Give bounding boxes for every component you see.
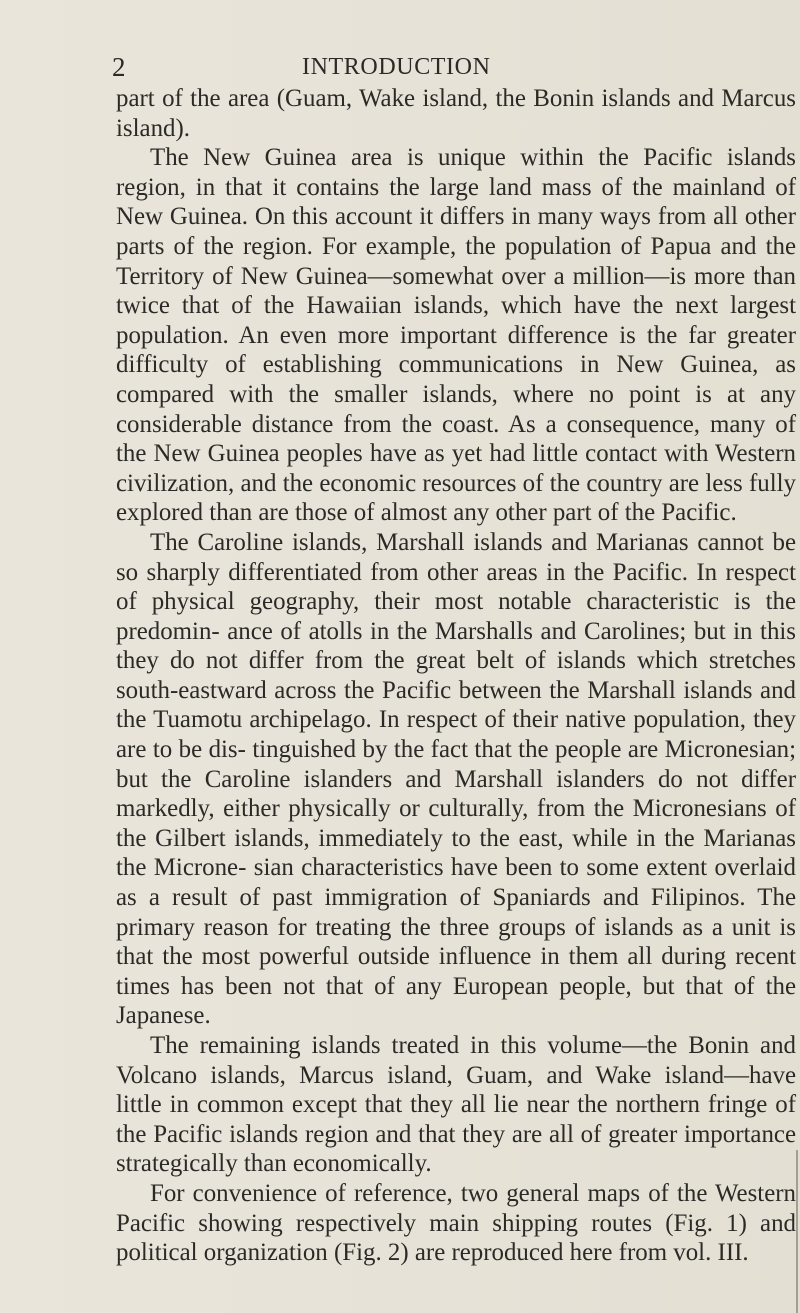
page-number: 2 <box>112 52 126 82</box>
paragraph-caroline-marshall-marianas: The Caroline islands, Marshall islands and Marianas cannot be so sharply differentiated from other areas in the Pacific. In respect of physical geography, their most notable characteristic is the predomin- ance of atolls in the Marshalls and Carolines; but in this they do not differ from the great belt of islands which stretches south-eastward across the Pacific between the Marshall islands and the Tuamotu archipelago. In respect of their native population, they are to be dis- tinguished by the fact that the people are Micronesian; but the Caroline islanders and Marshall islanders do not differ markedly, either physically or culturally, from the Micronesians of the Gilbert islands, immediately to the east, while in the Marianas the Microne- sian characteristics have been to some extent overlaid as a result of past immigration of Spaniards and Filipinos. The primary reason for treating the three groups of islands as a unit is that the most powerful outside influence in them all during recent times has been not that of any European people, but that of the Japanese. <box>116 528 796 1030</box>
page-header <box>112 52 672 86</box>
paragraph-continued: part of the area (Guam, Wake island, the Bonin islands and Marcus island). <box>116 85 796 142</box>
paragraph-maps-reference: For convenience of reference, two general maps of the Western Pacific showing respectively main shipping routes (Fig. 1) and political organization (Fig. 2) are reproduced here from vol. III. <box>116 1179 796 1267</box>
running-head: INTRODUCTION <box>302 54 491 80</box>
paragraph-remaining-islands: The remaining islands treated in this volume—the Bonin and Volcano islands, Marcus island, Guam, and Wake island—have little in common except that they all lie near the northern fringe of the Pacific islands region and that they are all of greater importance strategically than economically. <box>116 1032 796 1178</box>
paragraph-new-guinea: The New Guinea area is unique within the Pacific islands region, in that it contains the large land mass of the mainland of New Guinea. On this account it differs in many ways from all other parts of the region. For example, the population of Papua and the Territory of New Guinea—somewhat over a million—is more than twice that of the Hawaiian islands, which have the next largest population. An even more important difference is the far greater difficulty of establishing communications in New Guinea, as compared with the smaller islands, where no point is at any considerable distance from the coast. As a consequence, many of the New Guinea peoples have as yet had little contact with Western civilization, and the economic resources of the country are less fully explored than are those of almost any other part of the Pacific. <box>116 144 796 527</box>
page-edge-shadow <box>796 1150 798 1313</box>
body-text <box>116 84 796 1268</box>
